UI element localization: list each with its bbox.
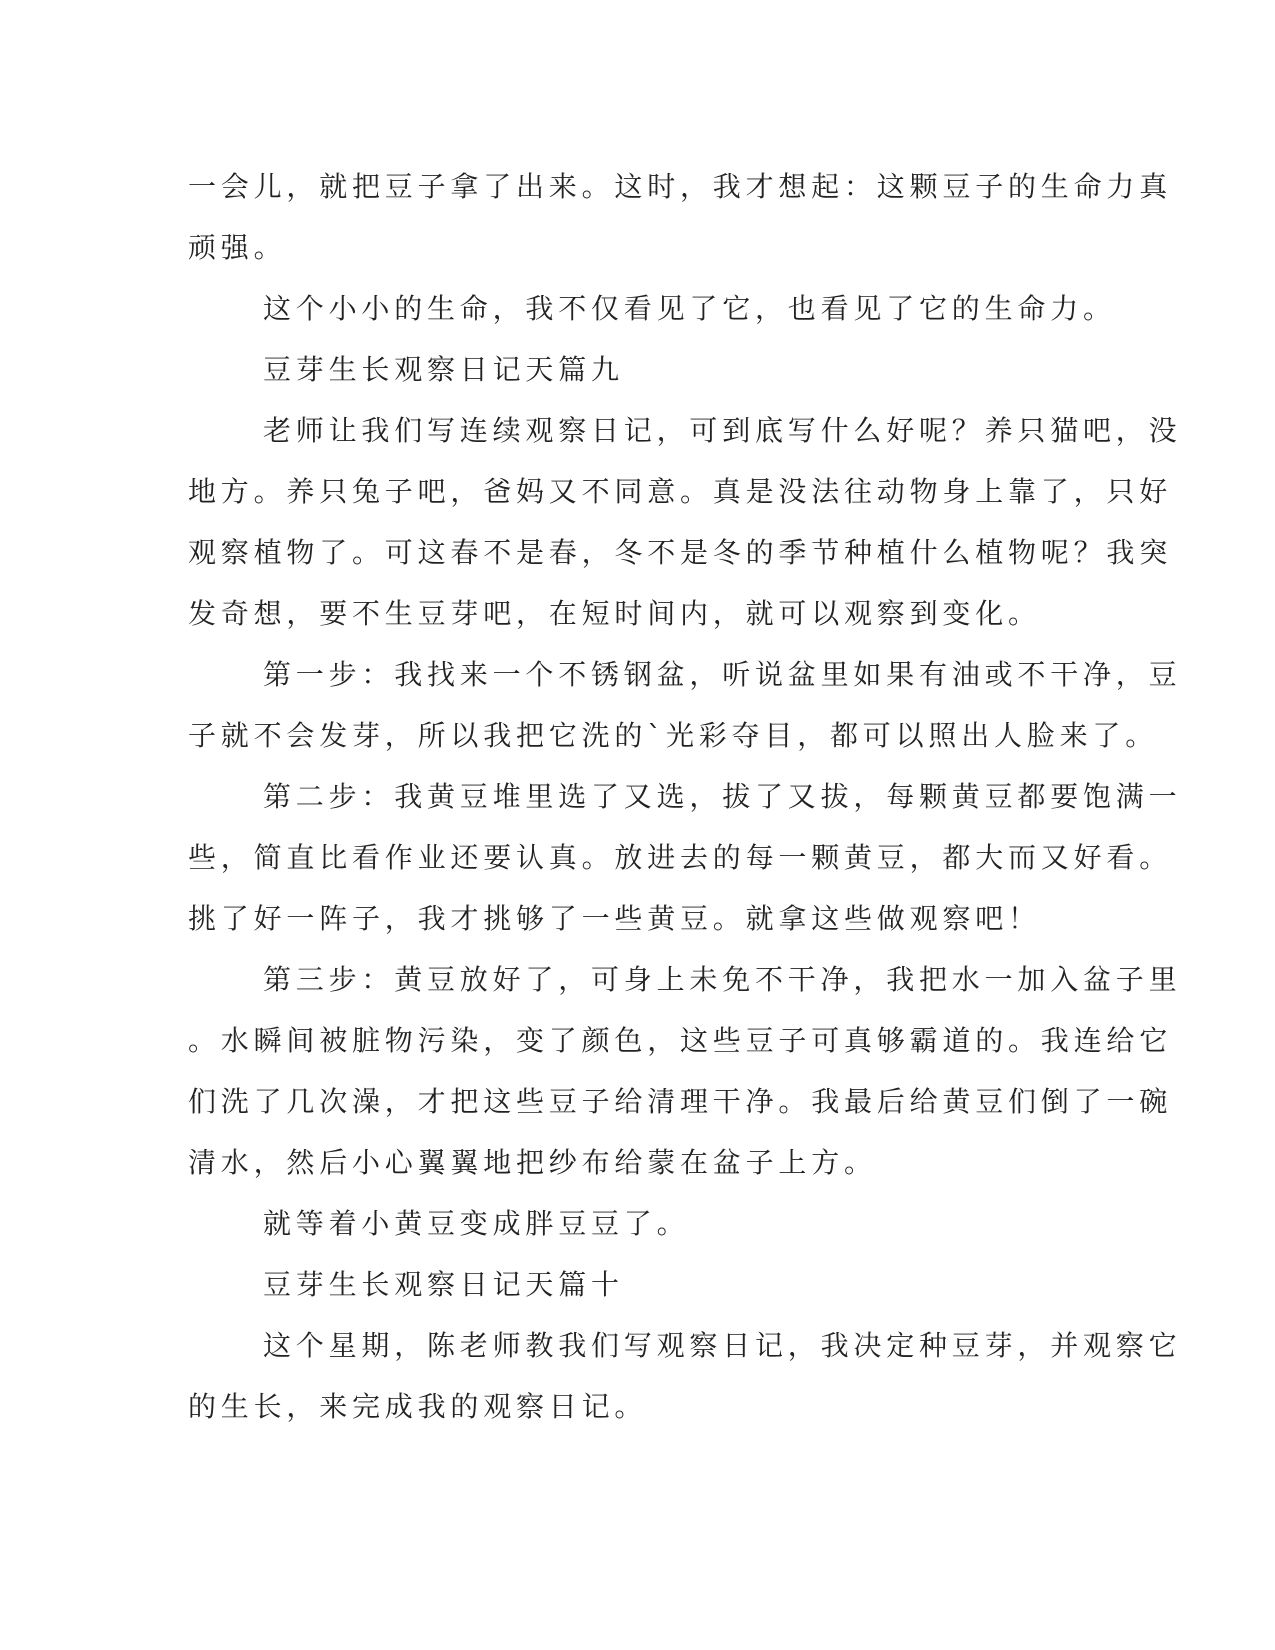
text-line: 观察植物了。可这春不是春，冬不是冬的季节种植什么植物呢？我突 (188, 536, 1173, 569)
text-line: 老师让我们写连续观察日记，可到底写什么好呢？养只猫吧，没 (263, 414, 1182, 447)
text-line: 发奇想，要不生豆芽吧，在短时间内，就可以观察到变化。 (188, 597, 1041, 630)
text-line: 地方。养只兔子吧，爸妈又不同意。真是没法往动物身上靠了，只好 (188, 475, 1173, 508)
text-line: 第三步：黄豆放好了，可身上未免不干净，我把水一加入盆子里 (263, 963, 1182, 996)
text-line: 一会儿，就把豆子拿了出来。这时，我才想起：这颗豆子的生命力真 (188, 170, 1173, 203)
text-line: 。水瞬间被脏物污染，变了颜色，这些豆子可真够霸道的。我连给它 (188, 1024, 1173, 1057)
section-heading: 豆芽生长观察日记天篇十 (263, 1268, 624, 1301)
text-line: 些，简直比看作业还要认真。放进去的每一颗黄豆，都大而又好看。 (188, 841, 1173, 874)
text-line: 清水，然后小心翼翼地把纱布给蒙在盆子上方。 (188, 1146, 877, 1179)
text-line: 这个星期，陈老师教我们写观察日记，我决定种豆芽，并观察它 (263, 1329, 1182, 1362)
text-line: 就等着小黄豆变成胖豆豆了。 (263, 1207, 690, 1240)
text-line: 这个小小的生命，我不仅看见了它，也看见了它的生命力。 (263, 292, 1116, 325)
body-text (188, 156, 1182, 1437)
text-line: 第一步：我找来一个不锈钢盆，听说盆里如果有油或不干净，豆 (263, 658, 1182, 691)
text-line: 子就不会发芽，所以我把它洗的`光彩夺目，都可以照出人脸来了。 (188, 719, 1159, 752)
text-line: 们洗了几次澡，才把这些豆子给清理干净。我最后给黄豆们倒了一碗 (188, 1085, 1173, 1118)
text-line: 的生长，来完成我的观察日记。 (188, 1390, 648, 1423)
text-line: 第二步：我黄豆堆里选了又选，拔了又拔，每颗黄豆都要饱满一 (263, 780, 1182, 813)
text-line: 顽强。 (188, 231, 287, 264)
section-heading: 豆芽生长观察日记天篇九 (263, 353, 624, 386)
text-line: 挑了好一阵子，我才挑够了一些黄豆。就拿这些做观察吧！ (188, 902, 1041, 935)
